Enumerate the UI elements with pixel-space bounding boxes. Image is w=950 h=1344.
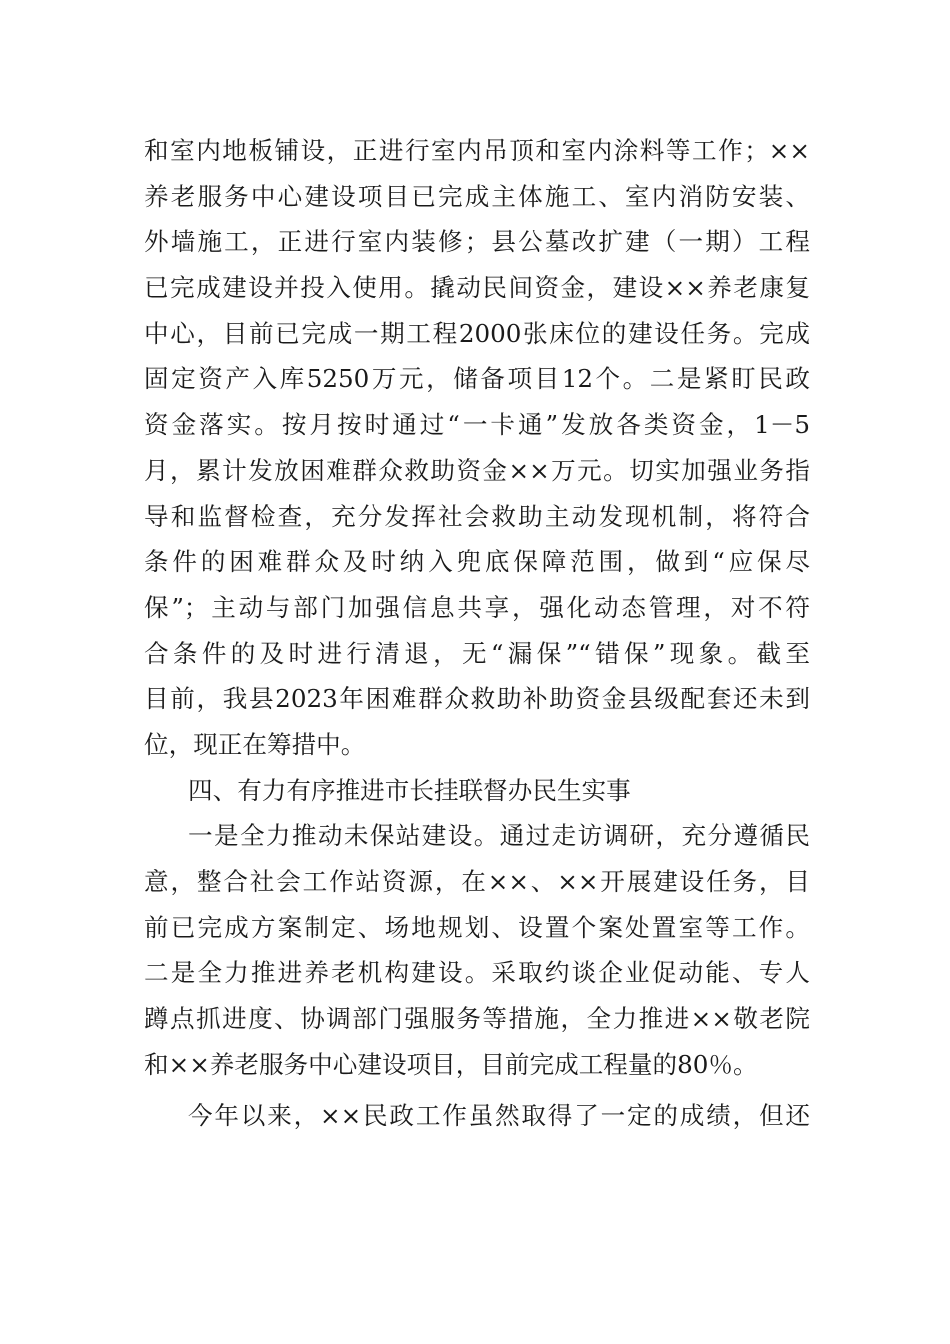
text-line-9: 导和监督检查，充分发挥社会救助主动发现机制，将符合 xyxy=(144,501,810,531)
text-line-16: 一是全力推动未保站建设。通过走访调研，充分遵循民 xyxy=(188,821,810,851)
text-line-19: 二是全力推进养老机构建设。采取约谈企业促动能、专人 xyxy=(144,958,810,988)
text-line-3: 外墙施工，正进行室内装修；县公墓改扩建（一期）工程 xyxy=(144,227,810,257)
section-heading: 四、有力有序推进市长挂联督办民生实事 xyxy=(188,775,631,805)
text-line-22: 今年以来，××民政工作虽然取得了一定的成绩，但还 xyxy=(188,1101,810,1131)
text-line-21: 和××养老服务中心建设项目，目前完成工程量的80％。 xyxy=(144,1049,758,1079)
text-line-10: 条件的困难群众及时纳入兜底保障范围，做到“应保尽 xyxy=(144,547,810,577)
document-body xyxy=(144,128,810,1139)
text-line-5: 中心，目前已完成一期工程2000张床位的建设任务。完成 xyxy=(144,318,810,348)
text-line-14: 位，现正在筹措中。 xyxy=(144,729,366,759)
text-line-17: 意，整合社会工作站资源，在××、××开展建设任务，目 xyxy=(144,867,810,896)
text-line-8: 月，累计发放困难群众救助资金××万元。切实加强业务指 xyxy=(144,455,810,485)
text-line-1: 和室内地板铺设，正进行室内吊顶和室内涂料等工作；×× xyxy=(144,136,810,165)
text-line-7: 资金落实。按月按时通过“一卡通”发放各类资金，1－5 xyxy=(144,410,810,440)
text-line-2: 养老服务中心建设项目已完成主体施工、室内消防安装、 xyxy=(144,181,810,211)
text-line-6: 固定资产入库5250万元，储备项目12个。二是紧盯民政 xyxy=(144,364,810,394)
text-line-12: 合条件的及时进行清退，无“漏保”“错保”现象。截至 xyxy=(144,638,810,668)
text-line-4: 已完成建设并投入使用。撬动民间资金，建设××养老康复 xyxy=(144,273,810,303)
text-line-20: 蹲点抓进度、协调部门强服务等措施，全力推进××敬老院 xyxy=(144,1004,810,1034)
text-line-13: 目前，我县2023年困难群众救助补助资金县级配套还未到 xyxy=(144,684,810,714)
text-line-11: 保”；主动与部门加强信息共享，强化动态管理，对不符 xyxy=(144,592,810,622)
text-line-18: 前已完成方案制定、场地规划、设置个案处置室等工作。 xyxy=(144,912,810,942)
